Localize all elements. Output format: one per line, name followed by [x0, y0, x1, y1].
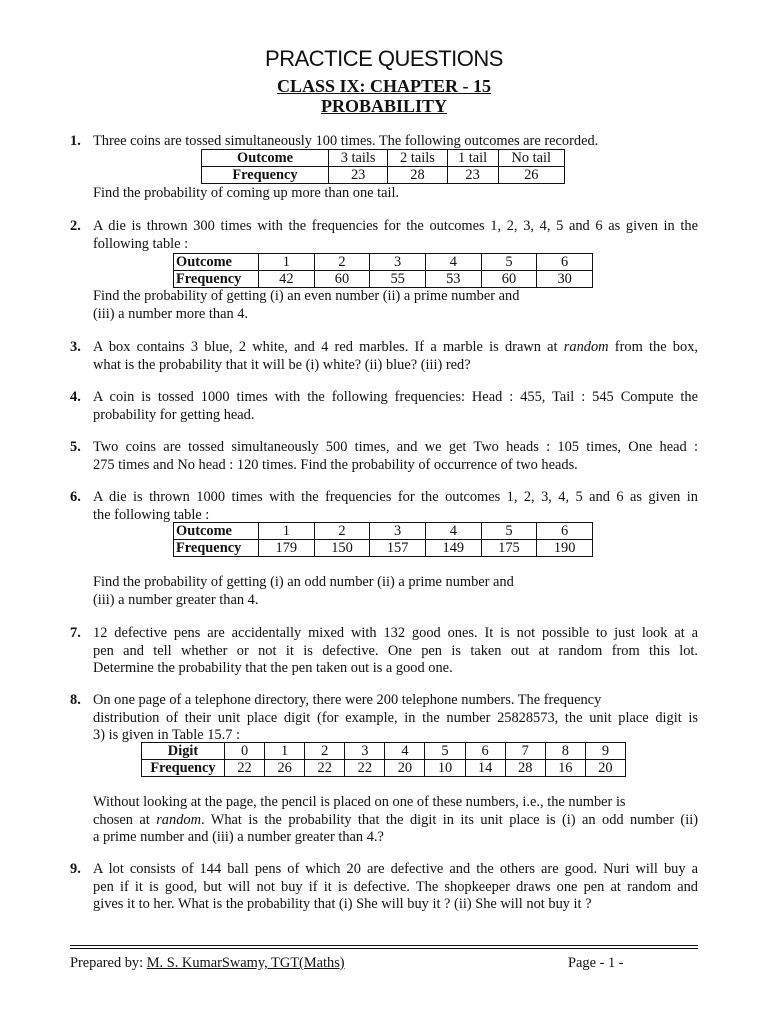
- question-text: Two coins are tossed simultaneously 500 times, and we get Two heads : 105 times, One head :: [93, 439, 698, 455]
- table-cell: No tail: [498, 150, 564, 167]
- question-text: what is the probability that it will be (i) white? (ii) blue? (iii) red?: [93, 356, 471, 373]
- outcome-table-q6: [173, 522, 593, 557]
- table-cell: 20: [585, 760, 625, 777]
- footer-rule: [70, 948, 698, 949]
- table-cell: 14: [465, 760, 505, 777]
- table-cell: 53: [425, 271, 481, 288]
- prepared-by-label: Prepared by:: [70, 955, 147, 971]
- footer-rule: [70, 945, 698, 946]
- table-cell: 1 tail: [447, 150, 498, 167]
- question-6: [70, 489, 698, 524]
- table-cell: 2: [314, 254, 370, 271]
- table-header-cell: Frequency: [142, 760, 225, 777]
- table-cell: 4: [425, 523, 481, 540]
- table-cell: 3: [345, 743, 385, 760]
- table-cell: 42: [259, 271, 315, 288]
- table-cell: 3 tails: [329, 150, 388, 167]
- question-text: the following table :: [93, 506, 210, 523]
- question-text: Determine the probability that the pen taken out is a good one.: [93, 660, 453, 676]
- table-cell: 6: [537, 254, 593, 271]
- question-7: [70, 625, 698, 678]
- table-cell: 22: [225, 760, 265, 777]
- author-name: M. S. KumarSwamy, TGT(Maths): [146, 955, 345, 971]
- table-cell: 60: [481, 271, 537, 288]
- page-number: Page - 1 -: [568, 955, 624, 971]
- outcome-table-q2: [173, 253, 593, 288]
- question-8: [70, 692, 698, 745]
- question-9: [70, 861, 698, 914]
- table-cell: 5: [425, 743, 465, 760]
- page-footer: [70, 955, 698, 972]
- table-cell: 2: [305, 743, 345, 760]
- question-text: A coin is tossed 1000 times with the following frequencies: Head : 455, Tail : 545 Compute the: [93, 389, 698, 405]
- table-cell: 1: [265, 743, 305, 760]
- question-text: (iii) a number more than 4.: [93, 305, 249, 322]
- table-cell: 22: [305, 760, 345, 777]
- emphasis-random: random: [156, 811, 201, 828]
- table-cell: 3: [370, 254, 426, 271]
- question-text: (iii) a number greater than 4.: [93, 591, 259, 608]
- question-text: probability for getting head.: [93, 406, 255, 423]
- table-cell: 4: [385, 743, 425, 760]
- table-cell: 60: [314, 271, 370, 288]
- question-text: gives it to her. What is the probability that (i) She will buy it ? (ii) She will not buy it ?: [93, 896, 592, 912]
- question-text: a prime number and (iii) a number greater than 4.?: [93, 829, 384, 845]
- question-text: Find the probability of coming up more than one tail.: [93, 185, 400, 201]
- question-number: 2.: [70, 218, 81, 234]
- table-header-cell: Outcome: [202, 150, 329, 167]
- question-text: A die is thrown 300 times with the frequencies for the outcomes 1, 2, 3, 4, 5 and 6 as given in the: [93, 218, 698, 234]
- question-text: distribution of their unit place digit (for example, in the number 25828573, the unit place digit is: [93, 709, 698, 726]
- table-cell: 7: [505, 743, 545, 760]
- table-cell: 157: [370, 540, 426, 557]
- topic-heading: PROBABILITY: [320, 96, 448, 116]
- question-text: pen if it is good, but will not buy if it is defective. The shopkeeper draws one pen at random and: [93, 878, 698, 895]
- question-number: 6.: [70, 489, 81, 505]
- table-header-cell: Outcome: [174, 523, 259, 540]
- question-number: 5.: [70, 439, 81, 455]
- question-number: 3.: [70, 339, 81, 355]
- table-cell: 28: [388, 167, 447, 184]
- question-2-followup: [70, 288, 698, 323]
- question-text: 275 times and No head : 120 times. Find the probability of occurrence of two heads.: [93, 456, 578, 473]
- table-cell: 30: [537, 271, 593, 288]
- question-text: pen and tell whether or not it is defective. One pen is taken out at random from this lot.: [93, 642, 698, 659]
- digit-frequency-table-q8: [141, 742, 626, 777]
- table-cell: 1: [259, 254, 315, 271]
- question-text: chosen at random. What is the probability that the digit in its unit place is (i) an odd number (ii): [93, 811, 698, 828]
- table-cell: 8: [545, 743, 585, 760]
- table-cell: 55: [370, 271, 426, 288]
- table-cell: 179: [259, 540, 315, 557]
- table-cell: 149: [425, 540, 481, 557]
- table-header-cell: Frequency: [174, 540, 259, 557]
- question-number: 8.: [70, 692, 81, 708]
- table-cell: 4: [425, 254, 481, 271]
- question-number: 9.: [70, 861, 81, 877]
- table-cell: 0: [225, 743, 265, 760]
- question-1-followup: [70, 185, 698, 203]
- question-text: following table :: [93, 235, 189, 252]
- table-cell: 28: [505, 760, 545, 777]
- question-number: 1.: [70, 133, 81, 149]
- table-cell: 10: [425, 760, 465, 777]
- table-header-cell: Digit: [142, 743, 225, 760]
- question-4: [70, 389, 698, 424]
- question-3: [70, 339, 698, 374]
- table-cell: 22: [345, 760, 385, 777]
- question-8-followup: [70, 794, 698, 847]
- question-5: [70, 439, 698, 474]
- chapter-heading: CLASS IX: CHAPTER - 15: [276, 76, 492, 96]
- page-title: PRACTICE QUESTIONS: [265, 46, 503, 71]
- table-cell: 23: [329, 167, 388, 184]
- table-cell: 2: [314, 523, 370, 540]
- question-number: 4.: [70, 389, 81, 405]
- question-6-followup: [70, 574, 698, 609]
- table-cell: 3: [370, 523, 426, 540]
- table-cell: 6: [465, 743, 505, 760]
- question-text: A box contains 3 blue, 2 white, and 4 red marbles. If a marble is drawn at random from the box,: [93, 339, 698, 355]
- table-header-cell: Frequency: [174, 271, 259, 288]
- table-cell: 20: [385, 760, 425, 777]
- table-cell: 1: [259, 523, 315, 540]
- question-2: [70, 218, 698, 253]
- table-cell: 16: [545, 760, 585, 777]
- question-text: On one page of a telephone directory, there were 200 telephone numbers. The frequency: [93, 692, 602, 708]
- question-text: Three coins are tossed simultaneously 100 times. The following outcomes are recorded.: [93, 133, 599, 149]
- question-text: A lot consists of 144 ball pens of which 20 are defective and the others are good. Nuri will buy a: [93, 861, 698, 877]
- outcome-table-q1: [201, 149, 565, 184]
- question-text: Find the probability of getting (i) an even number (ii) a prime number and: [93, 288, 520, 304]
- table-cell: 5: [481, 523, 537, 540]
- question-text: 3) is given in Table 15.7 :: [93, 727, 241, 743]
- question-text: Without looking at the page, the pencil is placed on one of these numbers, i.e., the number is: [93, 794, 626, 810]
- table-cell: 26: [498, 167, 564, 184]
- table-cell: 190: [537, 540, 593, 557]
- table-cell: 5: [481, 254, 537, 271]
- question-text: Find the probability of getting (i) an odd number (ii) a prime number and: [93, 574, 514, 590]
- table-cell: 175: [481, 540, 537, 557]
- table-cell: 150: [314, 540, 370, 557]
- table-cell: 23: [447, 167, 498, 184]
- table-header-cell: Frequency: [202, 167, 329, 184]
- table-cell: 2 tails: [388, 150, 447, 167]
- question-1: [70, 133, 698, 151]
- table-cell: 9: [585, 743, 625, 760]
- table-cell: 26: [265, 760, 305, 777]
- table-cell: 6: [537, 523, 593, 540]
- table-header-cell: Outcome: [174, 254, 259, 271]
- question-text: 12 defective pens are accidentally mixed with 132 good ones. It is not possible to just look at a: [93, 625, 698, 641]
- question-number: 7.: [70, 625, 81, 641]
- emphasis-random: random: [563, 339, 609, 355]
- question-text: A die is thrown 1000 times with the frequencies for the outcomes 1, 2, 3, 4, 5 and 6 as given in: [93, 489, 698, 505]
